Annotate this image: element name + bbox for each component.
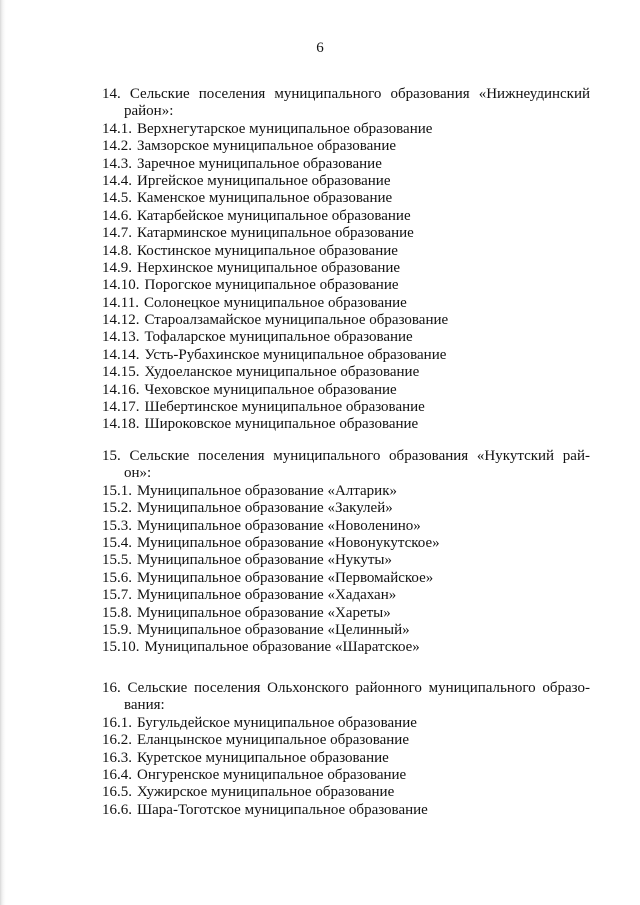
item-number: 16.3. bbox=[102, 749, 132, 766]
list-item bbox=[102, 260, 590, 277]
list-item bbox=[102, 243, 590, 260]
item-number: 14.15. bbox=[102, 364, 140, 381]
item-number: 15.3. bbox=[102, 517, 132, 534]
list-item bbox=[102, 570, 590, 587]
section-15 bbox=[102, 448, 590, 657]
item-text: Муниципальное образование «Нукуты» bbox=[137, 552, 393, 569]
item-number: 14.13. bbox=[102, 329, 140, 346]
list-item bbox=[102, 173, 590, 190]
list-item bbox=[102, 295, 590, 312]
list-item bbox=[102, 277, 590, 294]
list-item bbox=[102, 732, 590, 749]
item-text: Муниципальное образование «Шаратское» bbox=[144, 639, 420, 656]
list-item bbox=[102, 784, 590, 801]
item-number: 15.6. bbox=[102, 569, 132, 586]
list-item bbox=[102, 802, 590, 819]
section-heading-line1: 15. Сельские поселения муниципального образования «Нукутский рай- bbox=[102, 448, 590, 464]
list-item bbox=[102, 138, 590, 155]
item-text: Онгуренское муниципальное образование bbox=[137, 766, 407, 783]
item-number: 16.4. bbox=[102, 766, 132, 783]
item-text: Муниципальное образование «Алтарик» bbox=[137, 482, 397, 499]
item-text: Муниципальное образование «Хареты» bbox=[137, 604, 391, 621]
item-number: 14.9. bbox=[102, 259, 132, 276]
item-number: 14.11. bbox=[102, 294, 139, 311]
list-item bbox=[102, 208, 590, 225]
list-item bbox=[102, 639, 590, 656]
item-text: Староалзамайское муниципальное образование bbox=[144, 312, 449, 329]
section-heading-line1: 14. Сельские поселения муниципального образования «Нижнеудинский bbox=[102, 86, 590, 102]
item-number: 14.16. bbox=[102, 381, 140, 398]
item-number: 14.14. bbox=[102, 346, 140, 363]
list-item bbox=[102, 312, 590, 329]
item-list bbox=[102, 715, 590, 819]
section-heading-line2: он»: bbox=[124, 465, 152, 482]
item-text: Костинское муниципальное образование bbox=[137, 242, 398, 259]
list-item bbox=[102, 190, 590, 207]
list-item bbox=[102, 329, 590, 346]
list-item bbox=[102, 518, 590, 535]
item-text: Катарминское муниципальное образование bbox=[137, 225, 414, 242]
section-14 bbox=[102, 86, 590, 434]
item-text: Муниципальное образование «Целинный» bbox=[137, 621, 410, 638]
list-item bbox=[102, 225, 590, 242]
item-text: Куретское муниципальное образование bbox=[137, 749, 389, 766]
item-number: 14.18. bbox=[102, 416, 140, 433]
page-number: 6 bbox=[316, 40, 324, 56]
item-number: 14.8. bbox=[102, 242, 132, 259]
section-heading-line1: 16. Сельские поселения Ольхонского районного муниципального образо- bbox=[102, 680, 590, 696]
item-text: Муниципальное образование «Хадахан» bbox=[137, 587, 397, 604]
item-list bbox=[102, 483, 590, 657]
item-text: Заречное муниципальное образование bbox=[137, 155, 382, 172]
item-number: 15.1. bbox=[102, 482, 132, 499]
item-number: 14.12. bbox=[102, 312, 140, 329]
list-item bbox=[102, 767, 590, 784]
item-number: 15.8. bbox=[102, 604, 132, 621]
item-number: 14.5. bbox=[102, 190, 132, 207]
list-item bbox=[102, 750, 590, 767]
item-text: Катарбейское муниципальное образование bbox=[137, 207, 411, 224]
item-number: 14.7. bbox=[102, 225, 132, 242]
item-number: 15.10. bbox=[102, 639, 140, 656]
item-text: Худоеланское муниципальное образование bbox=[144, 364, 420, 381]
item-number: 14.4. bbox=[102, 172, 132, 189]
section-16 bbox=[102, 680, 590, 819]
list-item bbox=[102, 535, 590, 552]
item-text: Бугульдейское муниципальное образование bbox=[137, 714, 417, 731]
item-text: Чеховское муниципальное образование bbox=[144, 381, 397, 398]
item-text: Иргейское муниципальное образование bbox=[137, 172, 391, 189]
item-number: 15.9. bbox=[102, 621, 132, 638]
item-number: 14.2. bbox=[102, 138, 132, 155]
list-item bbox=[102, 416, 590, 433]
item-number: 16.6. bbox=[102, 801, 132, 818]
list-item bbox=[102, 587, 590, 604]
item-number: 15.5. bbox=[102, 552, 132, 569]
item-text: Каменское муниципальное образование bbox=[137, 190, 393, 207]
item-text: Замзорское муниципальное образование bbox=[137, 138, 397, 155]
item-number: 16.1. bbox=[102, 714, 132, 731]
item-number: 15.4. bbox=[102, 534, 132, 551]
item-text: Муниципальное образование «Закулей» bbox=[137, 500, 393, 517]
item-text: Муниципальное образование «Новоленино» bbox=[137, 517, 421, 534]
list-item bbox=[102, 121, 590, 138]
list-item bbox=[102, 552, 590, 569]
list-item bbox=[102, 382, 590, 399]
item-text: Шебертинское муниципальное образование bbox=[144, 399, 425, 416]
item-text: Шара-Тоготское муниципальное образование bbox=[137, 801, 428, 818]
list-item bbox=[102, 622, 590, 639]
item-text: Широковское муниципальное образование bbox=[144, 416, 419, 433]
list-item bbox=[102, 347, 590, 364]
item-number: 14.3. bbox=[102, 155, 132, 172]
section-heading-line2: район»: bbox=[124, 103, 174, 120]
scan-edge bbox=[0, 0, 6, 905]
item-text: Хужирское муниципальное образование bbox=[137, 784, 395, 801]
list-item bbox=[102, 605, 590, 622]
item-number: 14.17. bbox=[102, 399, 140, 416]
item-text: Еланцынское муниципальное образование bbox=[137, 732, 409, 749]
list-item bbox=[102, 364, 590, 381]
item-text: Тофаларское муниципальное образование bbox=[144, 329, 413, 346]
item-text: Нерхинское муниципальное образование bbox=[137, 259, 401, 276]
list-item bbox=[102, 399, 590, 416]
item-number: 14.1. bbox=[102, 120, 132, 137]
item-number: 16.5. bbox=[102, 784, 132, 801]
item-text: Муниципальное образование «Первомайское» bbox=[137, 569, 434, 586]
item-number: 15.7. bbox=[102, 587, 132, 604]
item-number: 15.2. bbox=[102, 500, 132, 517]
list-item bbox=[102, 500, 590, 517]
item-text: Порогское муниципальное образование bbox=[144, 277, 399, 294]
item-text: Верхнегутарское муниципальное образование bbox=[137, 120, 433, 137]
item-text: Солонецкое муниципальное образование bbox=[143, 294, 407, 311]
item-list bbox=[102, 121, 590, 434]
item-text: Муниципальное образование «Новонукутское» bbox=[137, 534, 440, 551]
section-heading-line2: вания: bbox=[124, 697, 165, 714]
item-number: 14.6. bbox=[102, 207, 132, 224]
item-text: Усть-Рубахинское муниципальное образование bbox=[144, 346, 447, 363]
list-item bbox=[102, 715, 590, 732]
item-number: 16.2. bbox=[102, 732, 132, 749]
list-item bbox=[102, 156, 590, 173]
list-item bbox=[102, 483, 590, 500]
item-number: 14.10. bbox=[102, 277, 140, 294]
